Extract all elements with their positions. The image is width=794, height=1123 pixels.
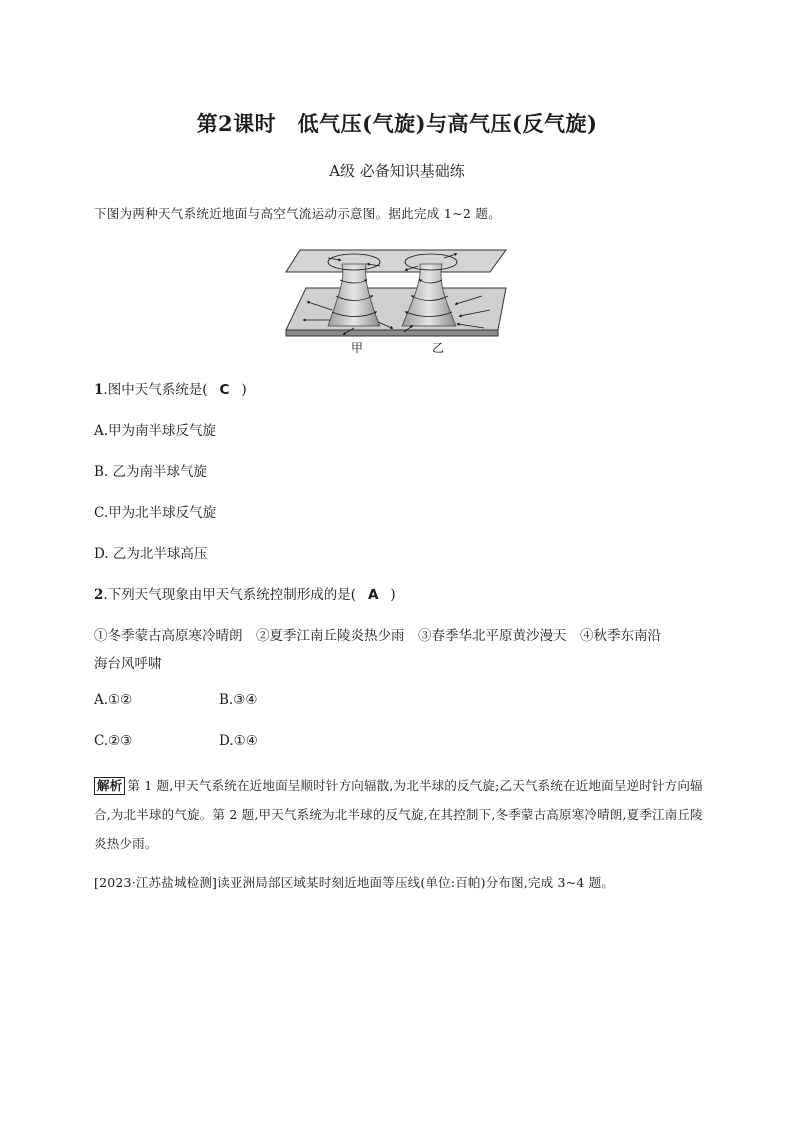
q2-option-b[interactable]: B.③④ — [219, 692, 258, 708]
answer: A — [367, 587, 379, 603]
answer: C — [219, 382, 230, 398]
weather-system-figure — [284, 240, 510, 360]
question-2 — [94, 583, 396, 603]
analysis-block — [94, 771, 704, 858]
q2-statements-cont: 海台风呼啸 — [94, 656, 162, 672]
paren-close: ) — [390, 587, 396, 603]
intro-text: 下图为两种天气系统近地面与高空气流运动示意图。据此完成 1~2 题。 — [94, 206, 502, 221]
q2-option-a[interactable]: A.①② — [94, 692, 133, 708]
section-title: A级 必备知识基础练 — [329, 162, 465, 180]
q2-option-c[interactable]: C.②③ — [94, 733, 133, 749]
page-title: 第2课时 低气压(气旋)与高气压(反气旋) — [196, 111, 598, 136]
q2-statements: ①冬季蒙古高原寒冷晴朗 ②夏季江南丘陵炎热少雨 ③春季华北平原黄沙漫天 ④秋季东南沿 — [94, 628, 661, 644]
q2-option-d[interactable]: D.①④ — [219, 733, 258, 749]
q1-option-b[interactable]: B. 乙为南半球气旋 — [94, 464, 208, 480]
paren-close: ) — [241, 382, 247, 398]
analysis-text: 第 1 题,甲天气系统在近地面呈顺时针方向辐散,为北半球的反气旋;乙天气系统在近地面呈逆时针方向辐合,为北半球的气旋。第 2 题,甲天气系统为北半球的反气旋,在其控制下,冬季蒙古高原寒冷晴朗,夏季江南丘陵炎热少雨。 — [94, 778, 703, 851]
figure-label-jia: 甲 — [351, 341, 364, 355]
q1-option-c[interactable]: C.甲为北半球反气旋 — [94, 505, 217, 521]
q1-option-a[interactable]: A.甲为南半球反气旋 — [94, 423, 217, 439]
next-question-source: [2023·江苏盐城检测]读亚洲局部区域某时刻近地面等压线(单位:百帕)分布图,完成 3~4 题。 — [94, 875, 615, 890]
question-number: 1 — [94, 382, 104, 398]
question-1 — [94, 378, 247, 398]
upper-plane — [286, 250, 506, 272]
question-stem: .图中天气系统是( — [103, 382, 208, 398]
q1-option-d[interactable]: D. 乙为北半球高压 — [94, 546, 208, 562]
analysis-tag: 解析 — [94, 777, 125, 795]
lower-plane — [286, 288, 506, 330]
question-number: 2 — [94, 587, 104, 603]
question-stem: .下列天气现象由甲天气系统控制形成的是( — [103, 587, 356, 603]
figure-label-yi: 乙 — [432, 341, 445, 355]
